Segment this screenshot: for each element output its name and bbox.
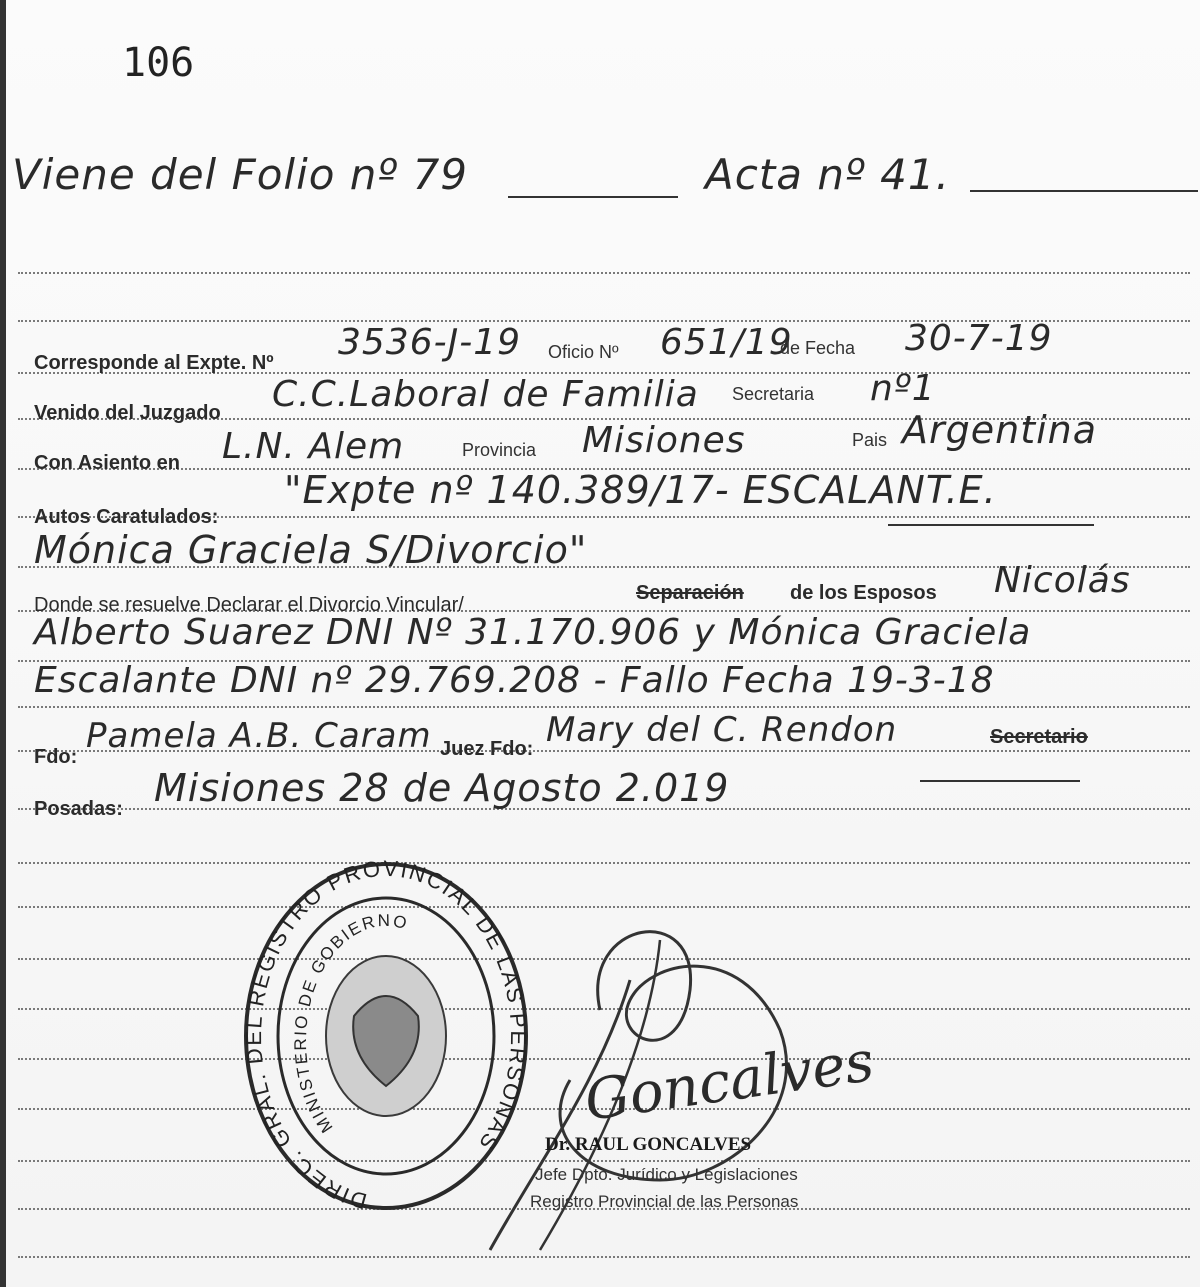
header-underline-2: [970, 190, 1198, 192]
posadas-value: Misiones 28 de Agosto 2.019: [154, 766, 730, 810]
acta-number: Acta nº 41.: [705, 150, 950, 199]
secretaria-value: nº1: [870, 368, 936, 409]
separacion-label: Separación: [636, 582, 744, 604]
resuelve-label: Donde se resuelve Declarar el Divorcio Vincular/: [34, 594, 464, 616]
juez-label: Juez Fdo:: [440, 738, 534, 760]
folio-number: 106: [122, 40, 195, 86]
secretaria-label: Secretaria: [732, 384, 815, 404]
seal-outer-text: DIREC. GRAL. DEL REGISTRO PROVINCIAL DE LAS PERSONAS: [241, 856, 532, 1215]
provincia-value: Misiones: [582, 420, 746, 461]
secretario-label: Secretario: [990, 726, 1088, 748]
venido-label: Venido del Juzgado: [34, 402, 221, 424]
fecha-label: de Fecha: [780, 338, 856, 358]
autos-underline: [888, 524, 1094, 526]
header-underline: [508, 196, 678, 198]
signatory-org: Registro Provincial de las Personas: [530, 1192, 799, 1211]
autos-value-2: Mónica Graciela S/Divorcio": [34, 528, 588, 572]
signatory-role: Jefe Dpto. Jurídico y Legislaciones: [535, 1165, 798, 1184]
expte-value: 3536-J-19: [338, 322, 522, 363]
page-edge: [0, 0, 6, 1287]
ruled-line: [18, 706, 1190, 708]
seal-inner-text: MINISTERIO DE GOBIERNO: [290, 910, 411, 1137]
posadas-label: Posadas:: [34, 798, 123, 820]
ruled-line: [18, 272, 1190, 274]
oficio-value: 651/19: [660, 322, 793, 363]
pais-value: Argentina: [902, 408, 1098, 452]
asiento-value: L.N. Alem: [222, 426, 405, 467]
ruled-line: [18, 862, 1190, 864]
fdo-value: Pamela A.B. Caram: [86, 716, 432, 756]
juzgado-value: C.C.Laboral de Familia: [272, 374, 699, 415]
oficio-label: Oficio Nº: [548, 342, 619, 362]
autos-label: Autos Caratulados:: [34, 506, 219, 528]
signature-scrawl: Goncalves: [580, 1029, 878, 1134]
resuelve-value-1: Nicolás: [994, 560, 1131, 601]
viene-del-folio: Viene del Folio nº 79: [12, 150, 469, 199]
fecha-value: 30-7-19: [905, 318, 1053, 359]
espos-label: de los Esposos: [790, 582, 937, 604]
resuelve-value-3: Escalante DNI nº 29.769.208 - Fallo Fecha 19-3-18: [34, 660, 995, 701]
posadas-underline: [920, 780, 1080, 782]
autos-value-1: "Expte nº 140.389/17- ESCALANT.E.: [284, 468, 997, 512]
signatory-name: Dr. RAUL GONCALVES: [545, 1134, 752, 1155]
juez-value: Mary del C. Rendon: [546, 710, 898, 750]
fdo-label: Fdo:: [34, 746, 78, 768]
provincia-label: Provincia: [462, 440, 537, 460]
asiento-label: Con Asiento en: [34, 452, 180, 474]
resuelve-value-2: Alberto Suarez DNI Nº 31.170.906 y Mónica Graciela: [34, 612, 1032, 653]
pais-label: Pais: [852, 430, 888, 450]
corresponde-label: Corresponde al Expte. Nº: [34, 352, 274, 374]
